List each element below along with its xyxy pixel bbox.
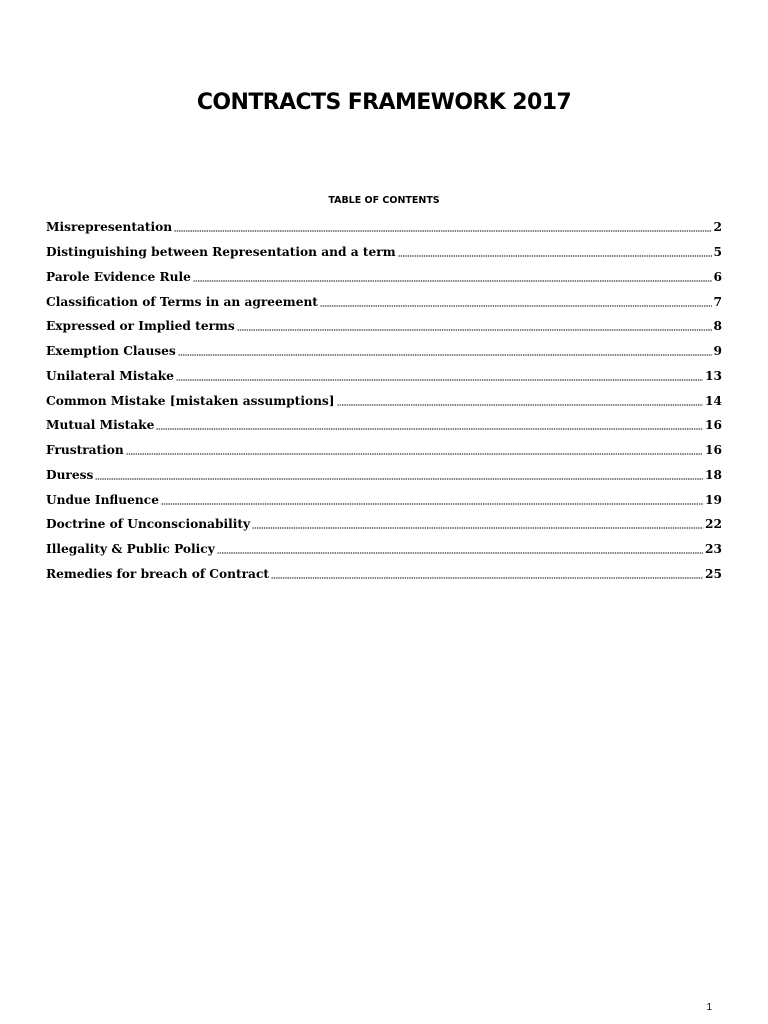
- dot-leader: [252, 527, 703, 529]
- toc-entry-page: 16: [705, 443, 722, 458]
- toc-entry-label: Classification of Terms in an agreement: [46, 294, 318, 309]
- toc-entry-page: 8: [713, 319, 722, 334]
- toc-entry-page: 6: [713, 269, 722, 284]
- dot-leader: [337, 404, 703, 406]
- toc-entry-label: Distinguishing between Representation and a term: [46, 245, 396, 260]
- toc-entry-page: 9: [713, 344, 722, 359]
- toc-entry-illegality-public-policy[interactable]: [46, 537, 722, 562]
- toc-entry-page: 22: [705, 517, 722, 532]
- table-of-contents: [46, 215, 722, 586]
- toc-entry-label: Illegality & Public Policy: [46, 542, 215, 557]
- dot-leader: [193, 280, 712, 282]
- toc-entry-undue-influence[interactable]: [46, 487, 722, 512]
- toc-entry-duress[interactable]: [46, 463, 722, 488]
- toc-entry-label: Remedies for breach of Contract: [46, 566, 269, 581]
- toc-entry-page: 5: [713, 245, 722, 260]
- toc-entry-unconscionability[interactable]: [46, 512, 722, 537]
- toc-entry-label: Mutual Mistake: [46, 418, 155, 433]
- dot-leader: [217, 552, 703, 554]
- toc-entry-label: Expressed or Implied terms: [46, 319, 235, 334]
- toc-entry-page: 7: [713, 294, 722, 309]
- toc-entry-page: 19: [705, 492, 722, 507]
- dot-leader: [156, 428, 703, 430]
- toc-entry-label: Unilateral Mistake: [46, 368, 174, 383]
- toc-entry-label: Common Mistake [mistaken assumptions]: [46, 393, 335, 408]
- dot-leader: [161, 503, 703, 505]
- dot-leader: [126, 453, 703, 455]
- toc-entry-label: Duress: [46, 467, 94, 482]
- toc-entry-frustration[interactable]: [46, 438, 722, 463]
- toc-entry-label: Exemption Clauses: [46, 344, 176, 359]
- toc-entry-parole-evidence-rule[interactable]: [46, 265, 722, 290]
- toc-entry-label: Misrepresentation: [46, 220, 173, 235]
- dot-leader: [271, 577, 703, 579]
- toc-entry-page: 2: [713, 220, 722, 235]
- toc-entry-page: 23: [705, 542, 722, 557]
- dot-leader: [95, 478, 703, 480]
- dot-leader: [320, 305, 712, 307]
- dot-leader: [398, 255, 712, 257]
- toc-entry-exemption-clauses[interactable]: [46, 339, 722, 364]
- toc-entry-label: Frustration: [46, 443, 124, 458]
- dot-leader: [176, 379, 703, 381]
- toc-entry-page: 25: [705, 566, 722, 581]
- toc-entry-page: 14: [705, 393, 722, 408]
- toc-entry-page: 13: [705, 368, 722, 383]
- toc-entry-label: Parole Evidence Rule: [46, 269, 191, 284]
- toc-entry-label: Doctrine of Unconscionability: [46, 517, 251, 532]
- toc-entry-unilateral-mistake[interactable]: [46, 364, 722, 389]
- toc-entry-common-mistake[interactable]: [46, 388, 722, 413]
- dot-leader: [178, 354, 712, 356]
- toc-entry-expressed-implied-terms[interactable]: [46, 314, 722, 339]
- toc-entry-remedies-for-breach[interactable]: [46, 562, 722, 587]
- toc-entry-misrepresentation[interactable]: [46, 215, 722, 240]
- toc-heading: TABLE OF CONTENTS: [328, 195, 440, 206]
- document-title: CONTRACTS FRAMEWORK 2017: [196, 90, 572, 115]
- toc-entry-mutual-mistake[interactable]: [46, 413, 722, 438]
- toc-entry-classification-of-terms[interactable]: [46, 289, 722, 314]
- toc-entry-page: 16: [705, 418, 722, 433]
- dot-leader: [174, 230, 711, 232]
- toc-entry-page: 18: [705, 467, 722, 482]
- dot-leader: [237, 329, 712, 331]
- toc-entry-representation-vs-term[interactable]: [46, 240, 722, 265]
- toc-entry-label: Undue Influence: [46, 492, 159, 507]
- page-number: 1: [706, 1002, 712, 1013]
